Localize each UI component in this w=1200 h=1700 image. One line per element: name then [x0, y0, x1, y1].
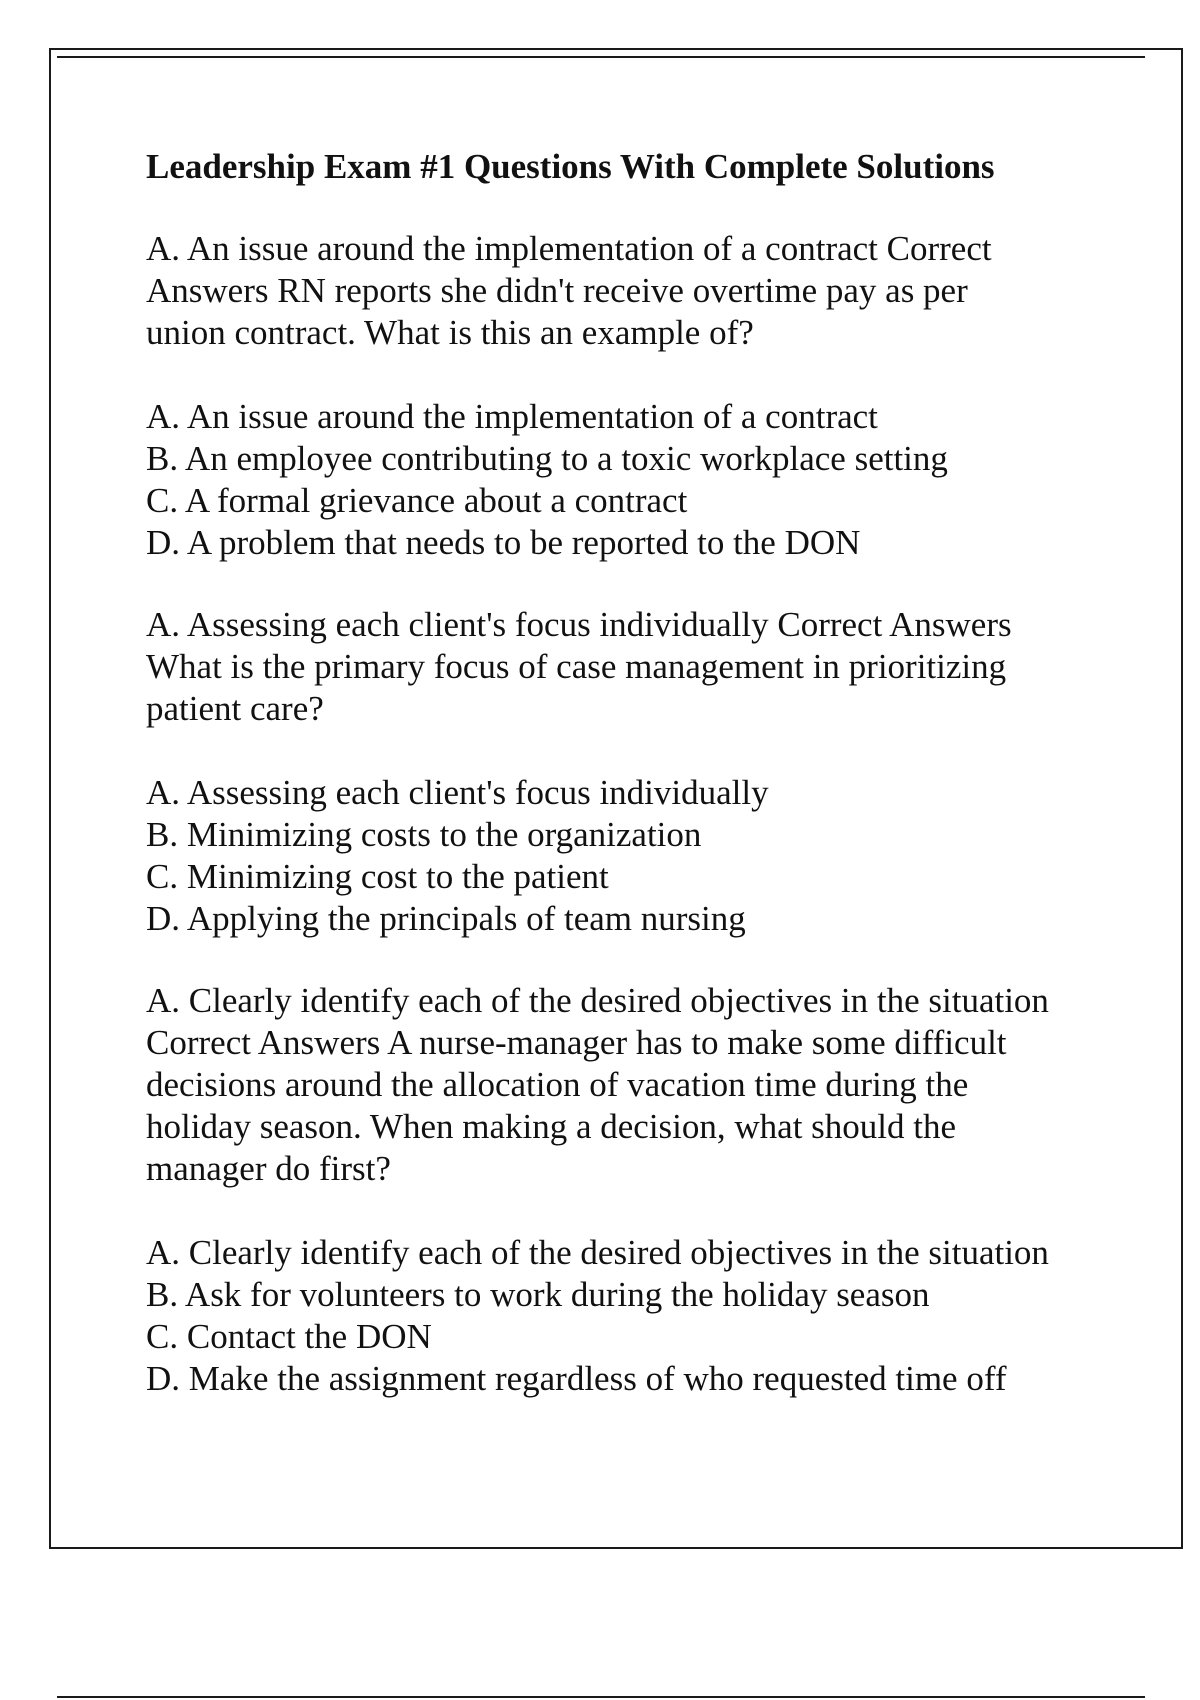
answer-option: B. Minimizing costs to the organization: [146, 815, 702, 854]
document-body: [146, 146, 1146, 1440]
question-block-3: [146, 980, 1146, 1400]
question-block-2: [146, 604, 1146, 940]
answer-option: A. Clearly identify each of the desired objectives in the situation: [146, 1233, 1049, 1272]
answer-option: D. A problem that needs to be reported to the DON: [146, 523, 861, 562]
answer-option: C. Contact the DON: [146, 1317, 432, 1356]
question-prompt: A. Clearly identify each of the desired objectives in the situation Correct Answers A nurse-manager has to make some difficult decisions around the allocation of vacation time during the holiday season. When making a decision, what should the manager do first?: [146, 981, 1049, 1188]
document-title: Leadership Exam #1 Questions With Complete Solutions: [146, 147, 995, 186]
question-block-1: [146, 228, 1146, 564]
question-prompt: A. An issue around the implementation of a contract Correct Answers RN reports she didn't receive overtime pay as per union contract. What is this an example of?: [146, 229, 992, 352]
answer-option: A. An issue around the implementation of a contract: [146, 397, 878, 436]
answer-option: C. A formal grievance about a contract: [146, 481, 688, 520]
answer-option: B. Ask for volunteers to work during the holiday season: [146, 1275, 930, 1314]
question-prompt: A. Assessing each client's focus individually Correct Answers What is the primary focus of case management in prioritizing patient care?: [146, 605, 1012, 728]
answer-option: D. Make the assignment regardless of who requested time off: [146, 1359, 1007, 1398]
answer-option: C. Minimizing cost to the patient: [146, 857, 609, 896]
answer-option: B. An employee contributing to a toxic workplace setting: [146, 439, 948, 478]
answer-option: D. Applying the principals of team nursing: [146, 899, 746, 938]
answer-option: A. Assessing each client's focus individually: [146, 773, 769, 812]
bottom-rule: [57, 1696, 1145, 1698]
top-rule: [57, 56, 1145, 58]
